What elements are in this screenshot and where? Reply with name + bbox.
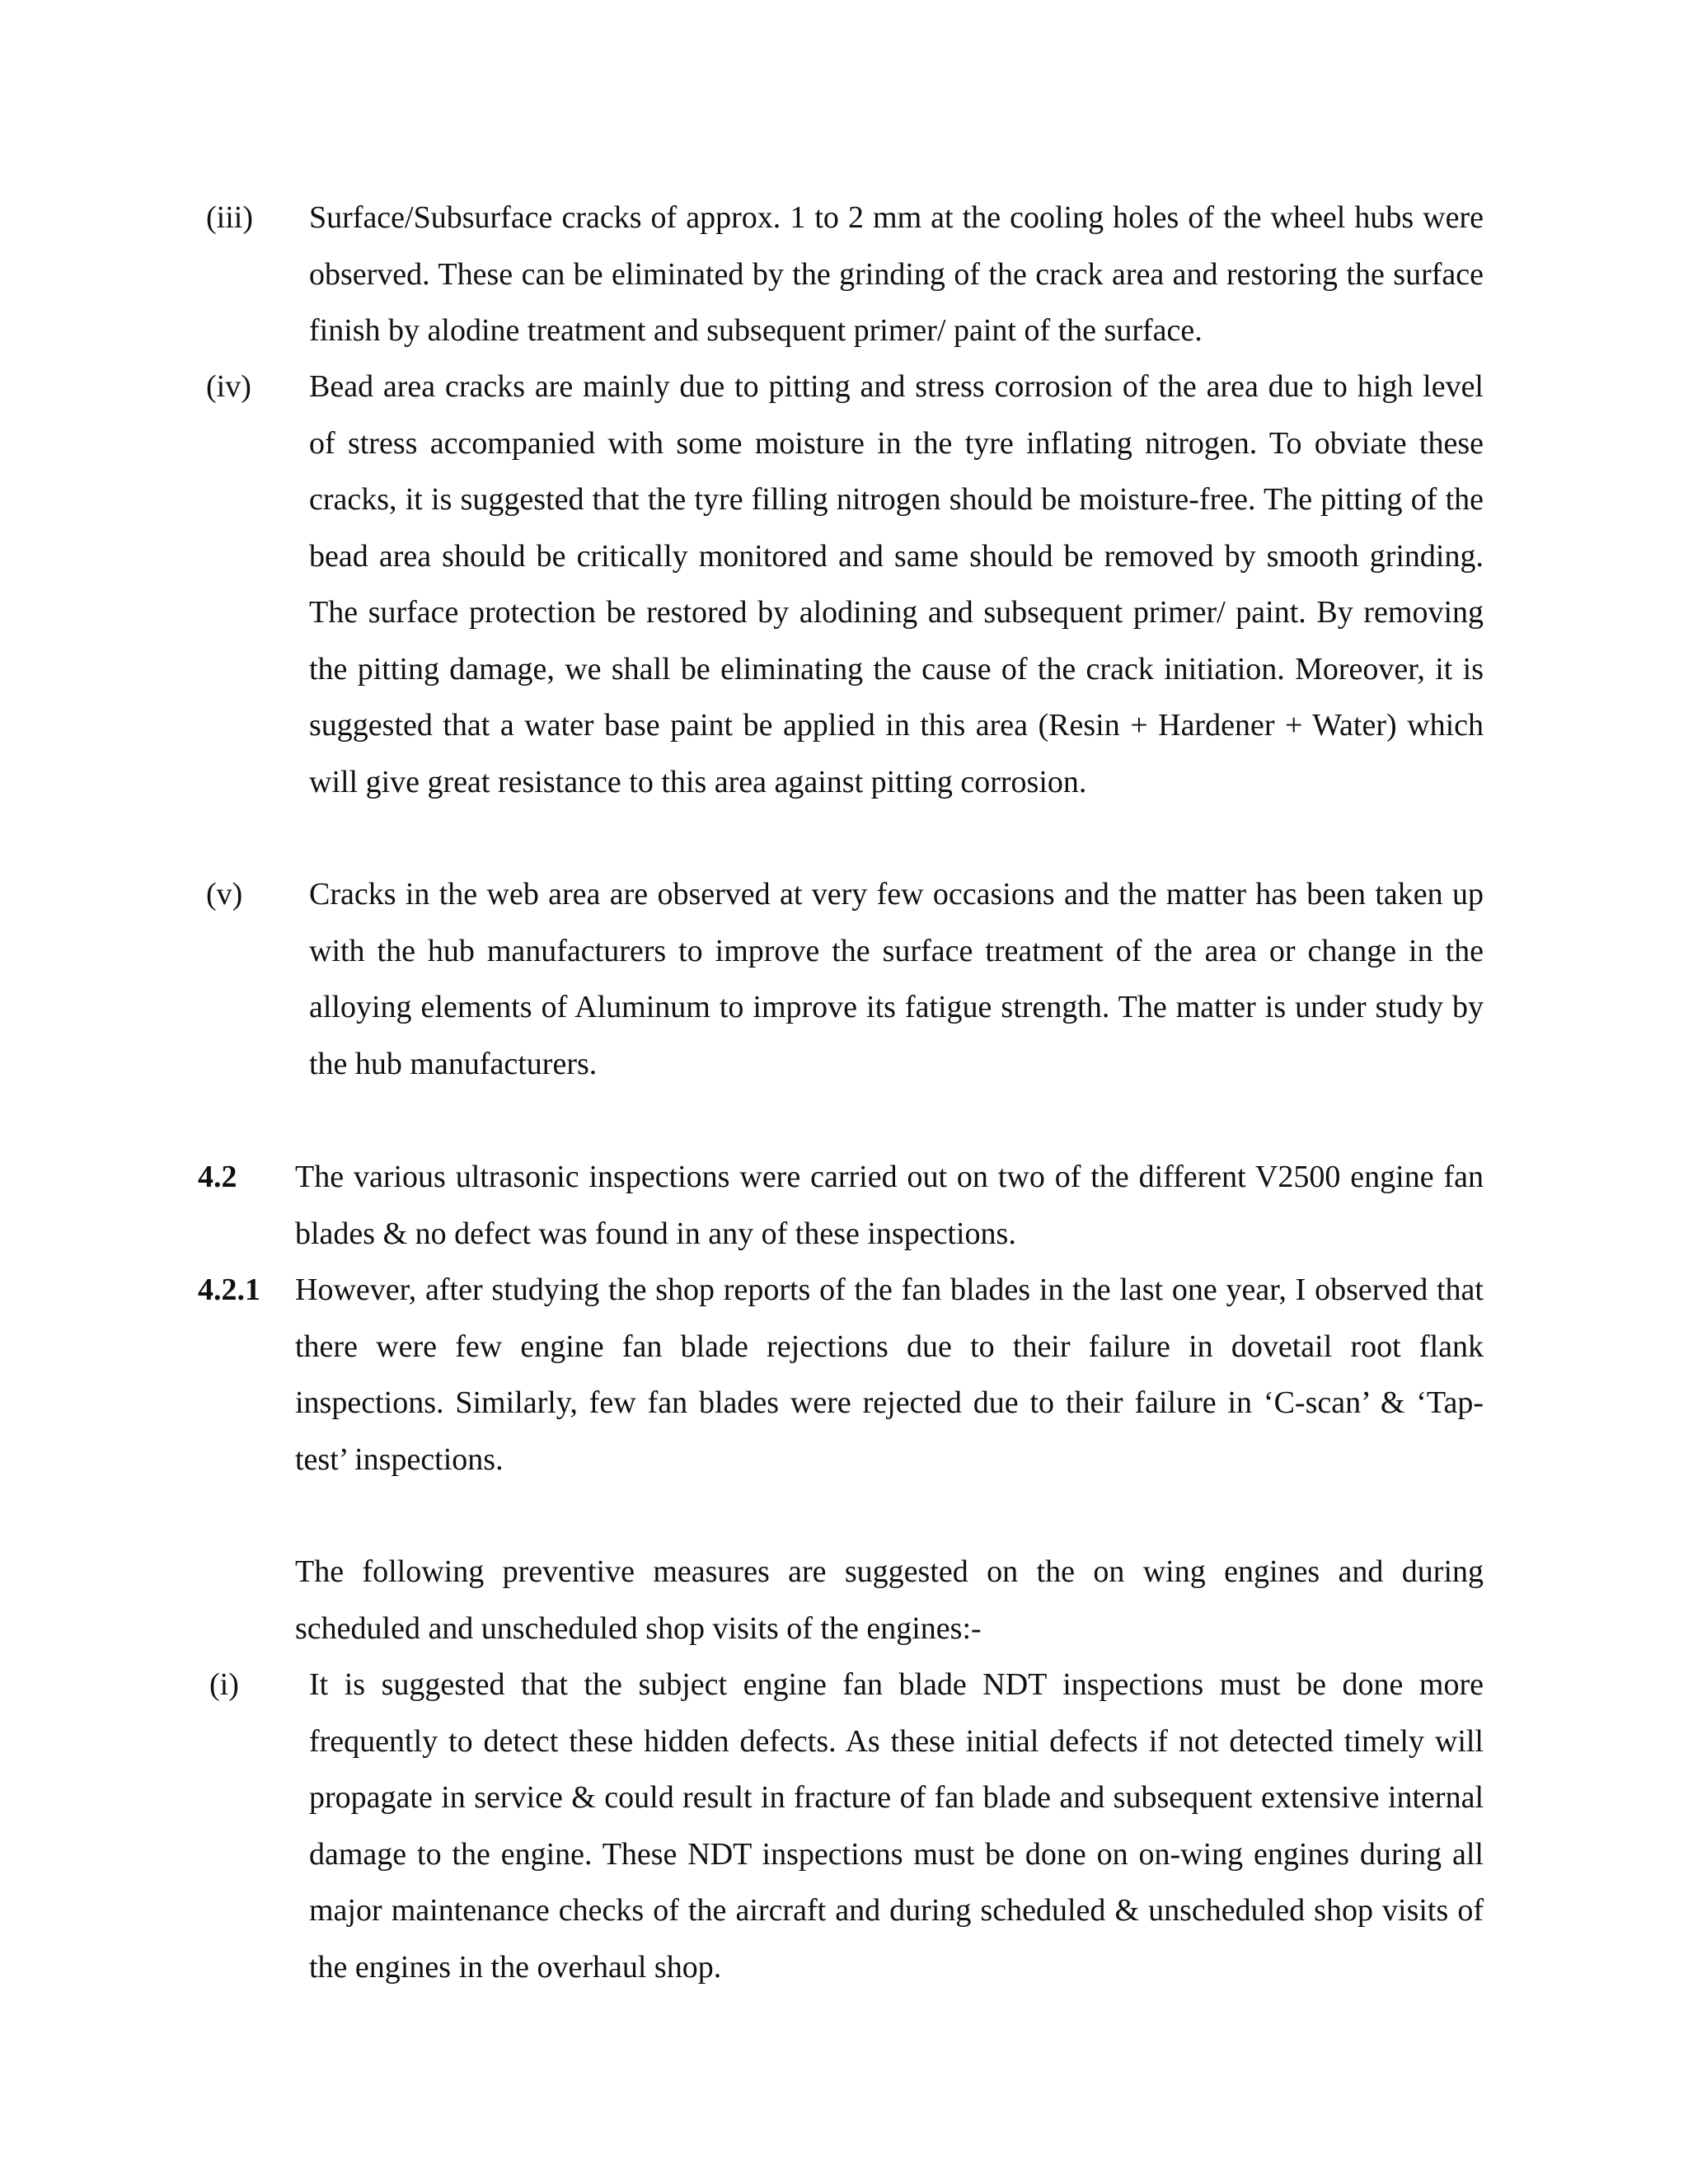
item-label: (iii)	[206, 200, 253, 235]
intro-text: The following preventive measures are suggested on the on wing engines and during scheduled and unscheduled shop visits of the engines:-	[295, 1554, 1484, 1646]
item-label: (i)	[209, 1667, 239, 1702]
item-label: (v)	[206, 877, 243, 912]
item-text: Bead area cracks are mainly due to pitting and stress corrosion of the area due to high level of stress accompanied with some moisture in the tyre inflating nitrogen. To obviate these cracks, it is suggested that the tyre filling nitrogen should be moisture-free. The pitting of the bead area should be critically monitored and same should be removed by smooth grinding. The surface protection be restored by alodining and subsequent primer/ paint. By removing the pitting damage, we shall be eliminating the cause of the crack initiation. Moreover, it is suggested that a water base paint be applied in this area (Resin + Hardener + Water) which will give great resistance to this area against pitting corrosion.	[309, 369, 1484, 799]
section-number: 4.2	[198, 1160, 237, 1194]
item-text: It is suggested that the subject engine fan blade NDT inspections must be done more frequently to detect these hidden defects. As these initial defects if not detected timely will propagate in service & could result in fracture of fan blade and subsequent extensive internal damage to the engine. These NDT inspections must be done on on-wing engines during all major maintenance checks of the aircraft and during scheduled & unscheduled shop visits of the engines in the overhaul shop.	[309, 1667, 1484, 1985]
section-number: 4.2.1	[198, 1272, 260, 1307]
item-text: Cracks in the web area are observed at very few occasions and the matter has been taken up with the hub manufacturers to improve the surface treatment of the area or change in the alloying elements of Aluminum to improve its fatigue strength. The matter is under study by the hub manufacturers.	[309, 877, 1484, 1081]
item-text: Surface/Subsurface cracks of approx. 1 to 2 mm at the cooling holes of the wheel hubs were observed. These can be eliminated by the grinding of the crack area and restoring the surface finish by alodine treatment and subsequent primer/ paint of the surface.	[309, 200, 1484, 348]
section-text: The various ultrasonic inspections were carried out on two of the different V2500 engine fan blades & no defect was found in any of these inspections.	[295, 1160, 1484, 1251]
item-label: (iv)	[206, 369, 251, 404]
section-text: However, after studying the shop reports of the fan blades in the last one year, I observed that there were few engine fan blade rejections due to their failure in dovetail root flank inspections. Similarly, few fan blades were rejected due to their failure in ‘C-scan’ & ‘Tap-test’ inspections.	[295, 1272, 1484, 1477]
